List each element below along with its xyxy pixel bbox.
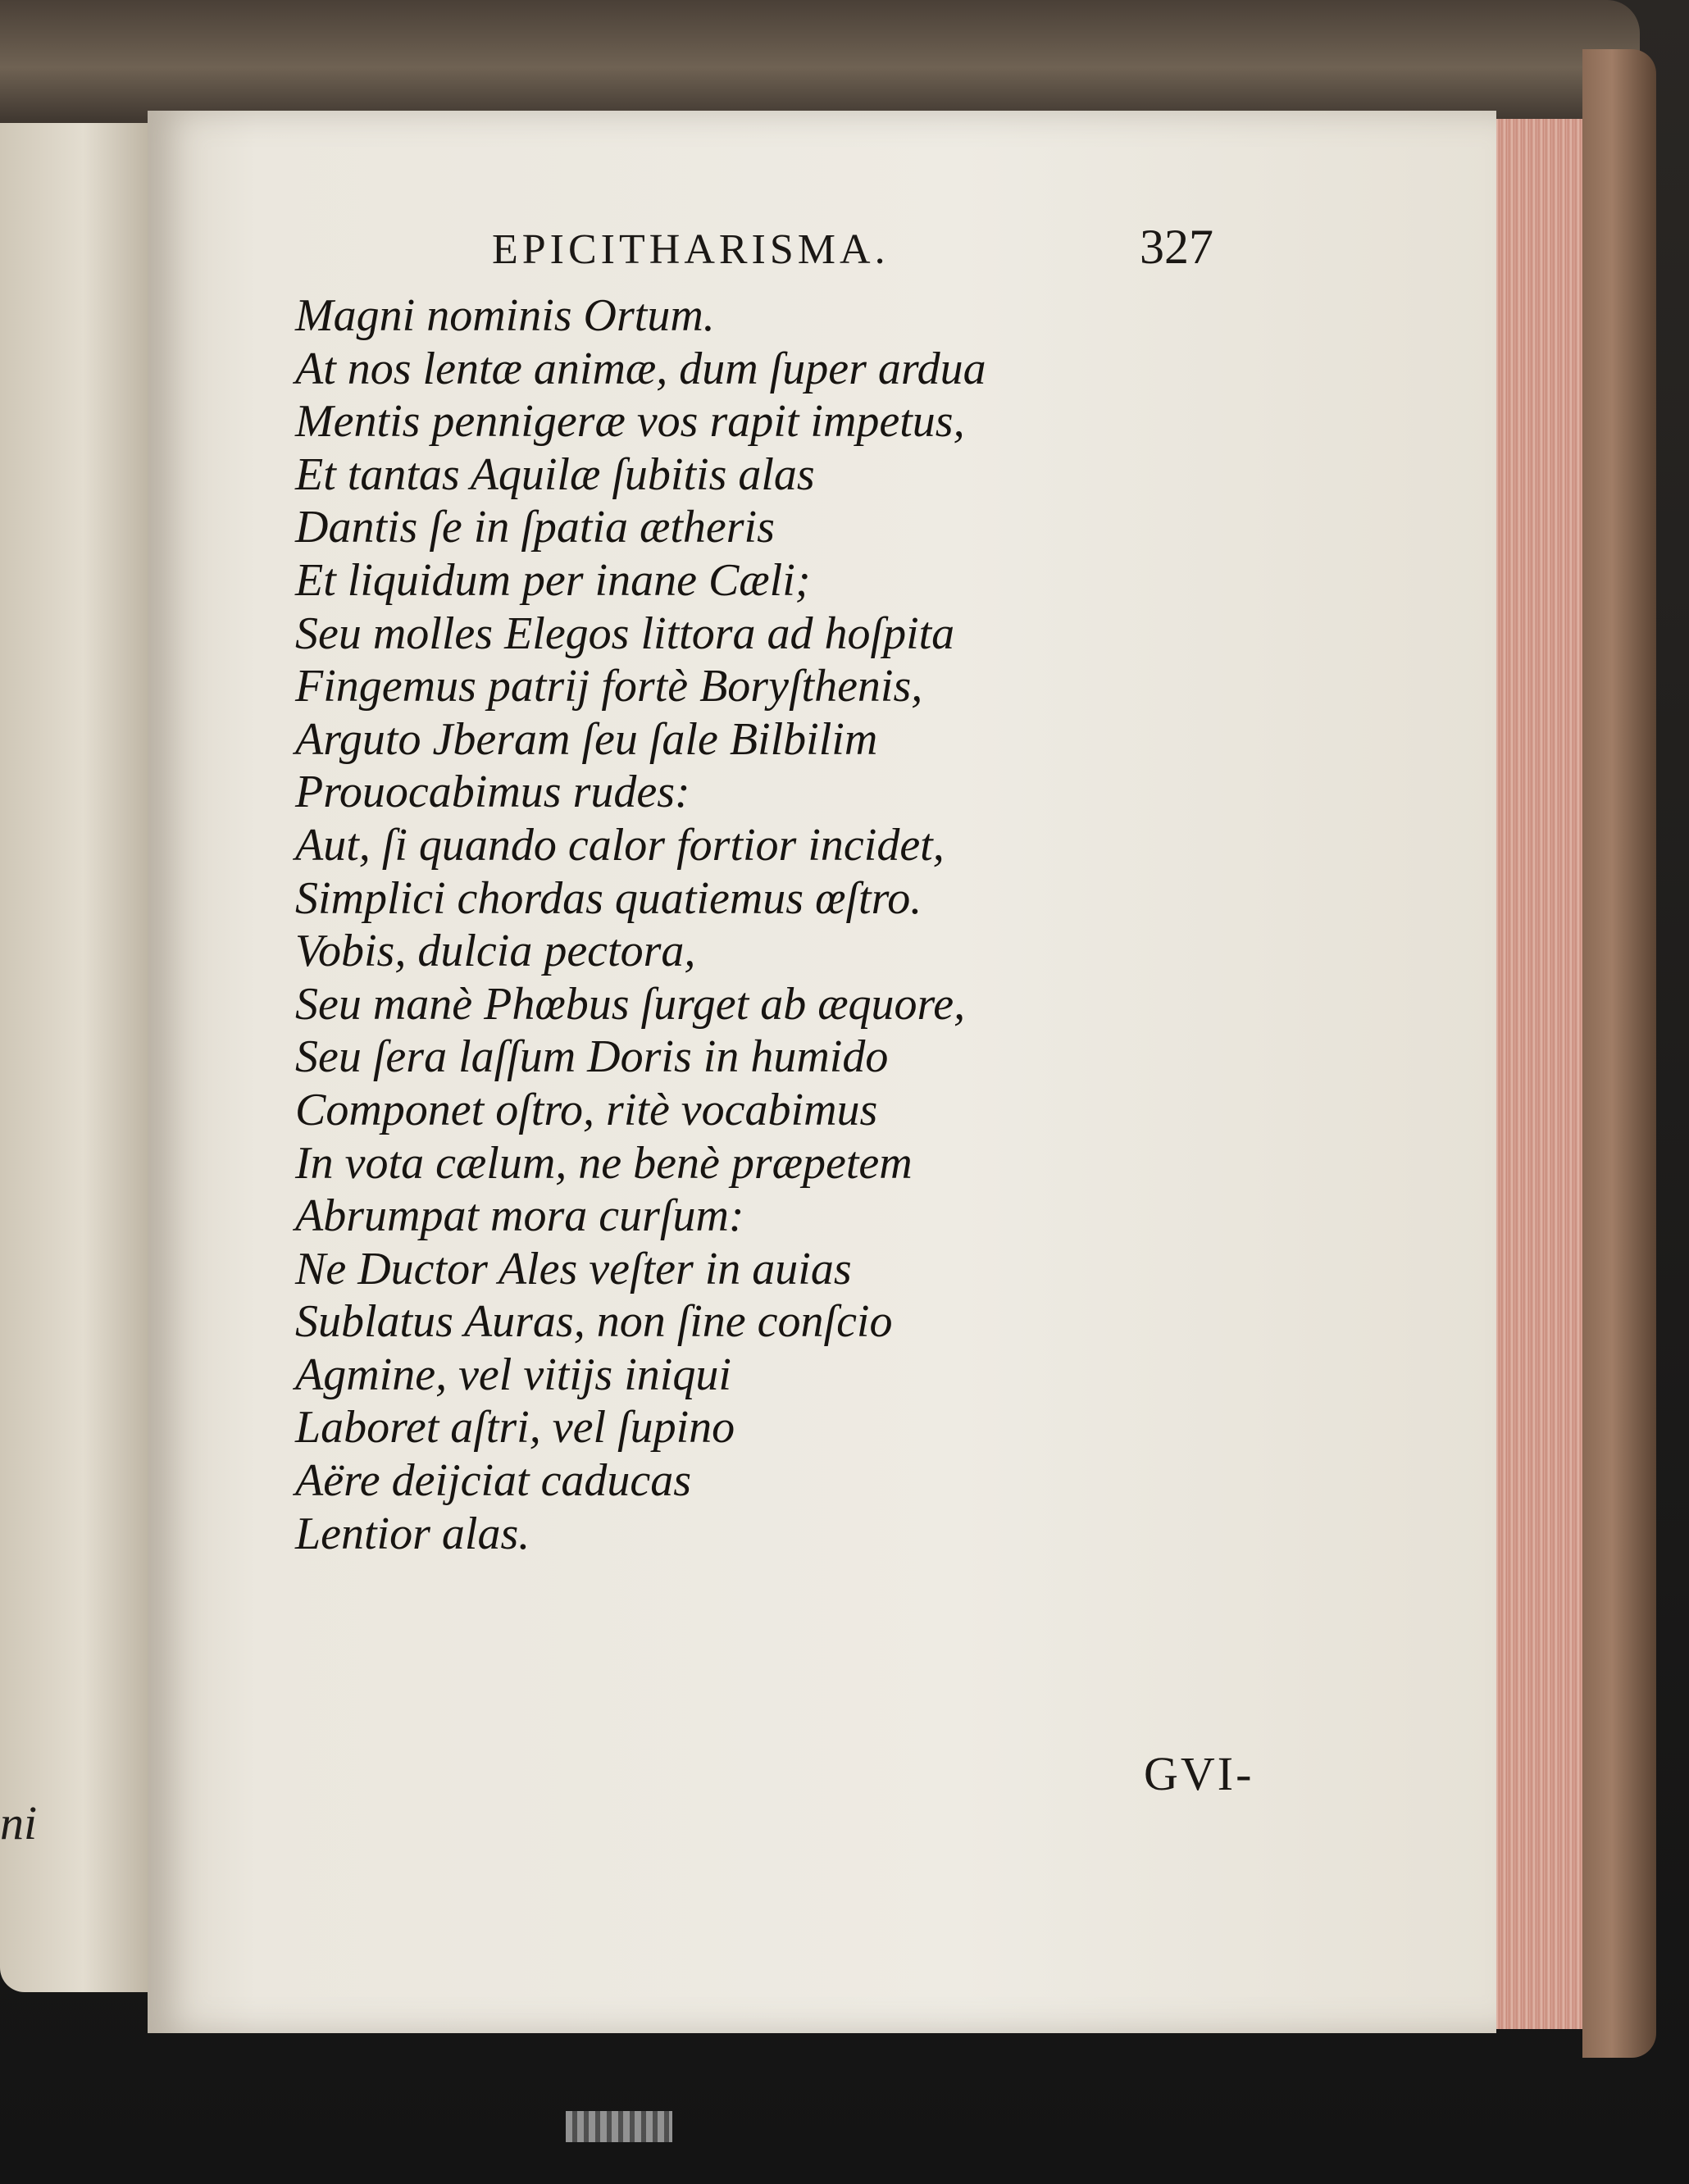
catchword: GVI- [1144,1747,1254,1800]
poem-line: Arguto Jberam ſeu ſale Bilbilim [295,713,878,765]
poem-line: Prouocabimus rudes: [295,767,690,818]
left-page [0,123,152,1992]
page-title: EPICITHARISMA. [492,226,890,273]
poem-line: Et liquidum per inane Cæli; [295,554,811,606]
poem-line: Dantis ſe in ſpatia ætheris [295,502,775,553]
poem-line: Vobis, dulcia pectora, [295,926,696,977]
left-page-margin-word: ni [0,1796,38,1850]
poem-line: Aëre deijciat caducas [295,1455,692,1507]
poem-line: Fingemus patrij fortè Boryſthenis, [295,661,923,712]
poem-line: Mentis pennigeræ vos rapit impetus, [295,396,965,448]
book-binding-top [0,0,1640,123]
poem-line: At nos lentæ animæ, dum ſuper ardua [295,343,986,394]
poem-line: Ne Ductor Ales veſter in auias [295,1243,852,1294]
bookmark-ribbon [566,2111,672,2142]
recto-page [148,111,1496,2033]
poem-line: Seu molles Elegos littora ad hoſpita [295,607,955,659]
page-fore-edge [1492,119,1582,2029]
poem-line: Simplici chordas quatiemus œſtro. [295,872,922,924]
poem-line: Aut, ſi quando calor fortior incidet, [295,819,945,871]
poem-line: Componet oſtro, ritè vocabimus [295,1084,878,1135]
poem-line: Seu ſera laſſum Doris in humido [295,1031,889,1083]
poem-text [295,289,986,1560]
poem-line: Sublatus Auras, non ſine conſcio [295,1296,893,1348]
poem-line: Magni nominis Ortum. [295,290,715,341]
poem-line: Lentior alas. [295,1508,530,1559]
book-binding-right [1582,49,1656,2058]
page-number: 327 [1140,220,1213,274]
poem-line: Agmine, vel vitijs iniqui [295,1349,731,1400]
poem-line: Et tantas Aquilæ ſubitis alas [295,448,815,500]
poem-line: Seu manè Phœbus ſurget ab æquore, [295,978,966,1030]
poem-line: In vota cælum, ne benè præpetem [295,1137,913,1189]
left-page-bleed [33,123,148,1992]
poem-line: Laboret aſtri, vel ſupino [295,1402,735,1454]
poem-line: Abrumpat mora curſum: [295,1190,744,1242]
running-head [148,220,1496,291]
